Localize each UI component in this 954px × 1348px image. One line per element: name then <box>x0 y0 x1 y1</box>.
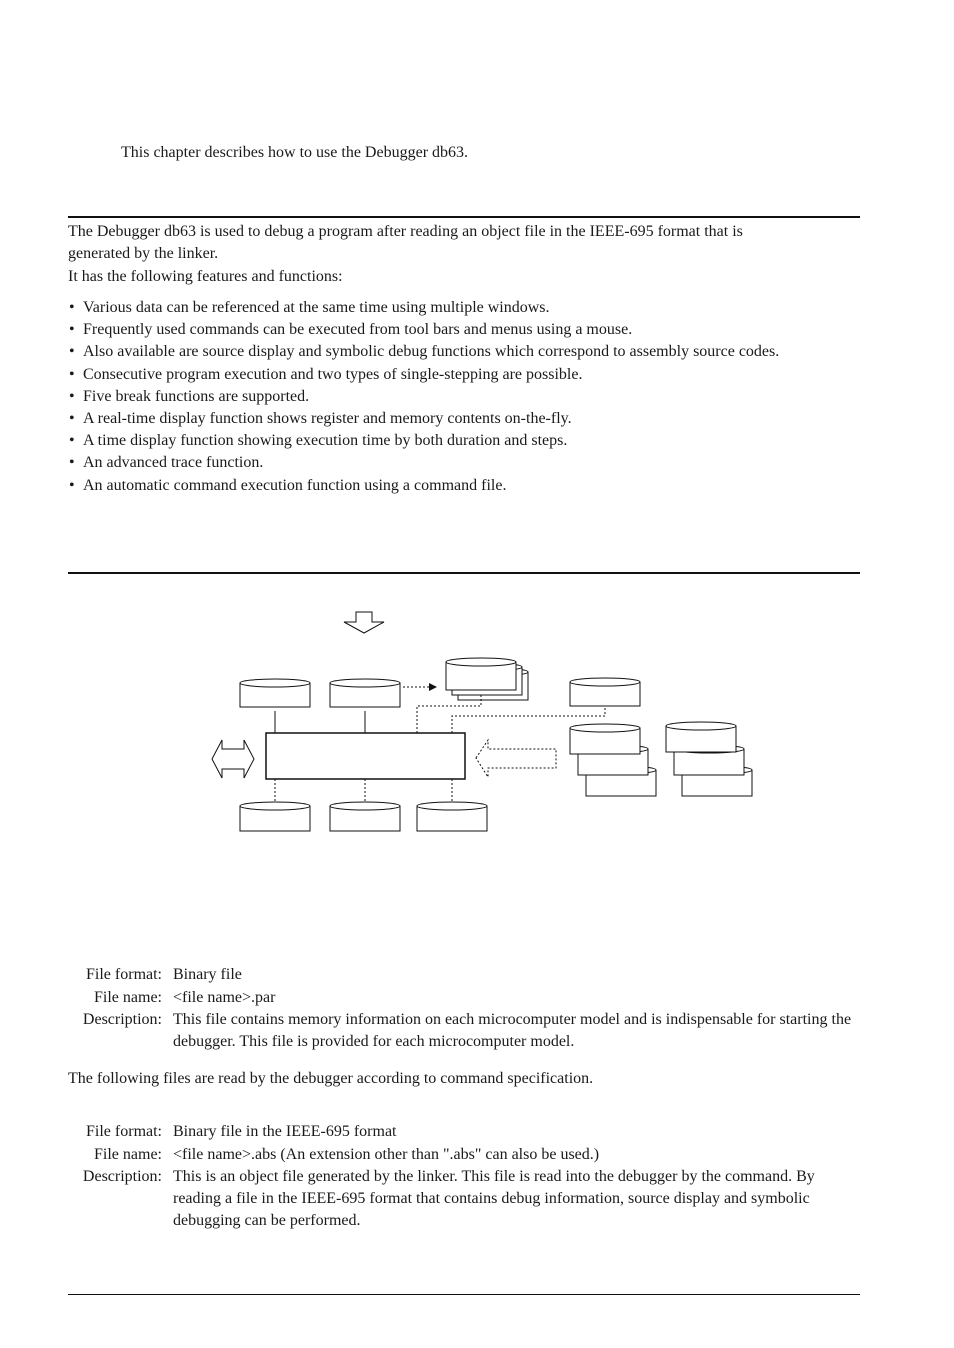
section-rule-diagram <box>68 572 860 574</box>
footer-rule <box>68 1294 860 1295</box>
object-format-value: Binary file in the IEEE-695 format <box>173 1123 397 1140</box>
object-desc-value: This is an object file generated by the linker. This file is read into the debugger by the command. By reading a file in the IEEE-695 format that contains debug information, source display and symbolic debugging can be performed. <box>173 1168 815 1230</box>
file-cylinder <box>330 679 400 707</box>
following-note: The following files are read by the debugger according to command specification. <box>68 1070 594 1087</box>
debugger-box <box>266 733 465 779</box>
input-down-arrow <box>344 612 384 633</box>
list-item: • An automatic command execution function using a command file. <box>68 475 868 497</box>
file-cylinder <box>240 802 310 831</box>
list-item: • Consecutive program execution and two types of single-stepping are possible. <box>68 364 868 386</box>
features-paragraph-line1: The Debugger db63 is used to debug a program after reading an object file in the IEEE-695 format that is <box>68 223 743 240</box>
list-item: • Also available are source display and symbolic debug functions which correspond to assembly source codes. <box>68 341 853 363</box>
list-item: • Various data can be referenced at the same time using multiple windows. <box>68 297 868 319</box>
param-name-label: File name: <box>94 989 162 1006</box>
object-name-value: <file name>.abs (An extension other than ".abs" can also be used.) <box>173 1146 600 1163</box>
io-double-arrow <box>212 740 254 778</box>
param-format-label: File format: <box>86 966 162 983</box>
file-cylinder <box>240 679 310 707</box>
list-item: • A real-time display function shows register and memory contents on-the-fly. <box>68 408 868 430</box>
list-item: • Frequently used commands can be executed from tool bars and menus using a mouse. <box>68 319 868 341</box>
object-desc-label: Description: <box>82 1168 162 1185</box>
param-desc-label: Description: <box>82 1011 162 1028</box>
param-format-value: Binary file <box>173 966 242 983</box>
intro-text: This chapter describes how to use the Debugger db63. <box>121 144 469 161</box>
file-cylinder <box>330 802 400 831</box>
features-lead: It has the following features and functions: <box>68 268 343 285</box>
list-item: • A time display function showing execution time by both duration and steps. <box>68 430 868 452</box>
file-cylinder-stack <box>446 658 528 700</box>
list-item: • An advanced trace function. <box>68 452 868 474</box>
file-cylinder-stack <box>570 724 656 796</box>
param-name-value: <file name>.par <box>173 989 276 1006</box>
features-paragraph-line2: generated by the linker. <box>68 245 219 262</box>
object-format-label: File format: <box>86 1123 162 1140</box>
file-flow-diagram <box>200 600 770 850</box>
param-desc-value: This file contains memory information on each microcomputer model and is indispensable for starting the debugger. This file is provided for each microcomputer model. <box>173 1011 852 1051</box>
object-name-label: File name: <box>94 1146 162 1163</box>
input-left-arrow <box>476 740 556 777</box>
file-cylinder <box>570 678 640 706</box>
list-item: • Five break functions are supported. <box>68 386 868 408</box>
feature-list <box>68 297 868 497</box>
section-rule-features <box>68 216 860 218</box>
file-cylinder-stack <box>666 722 752 796</box>
file-cylinder <box>417 802 487 831</box>
